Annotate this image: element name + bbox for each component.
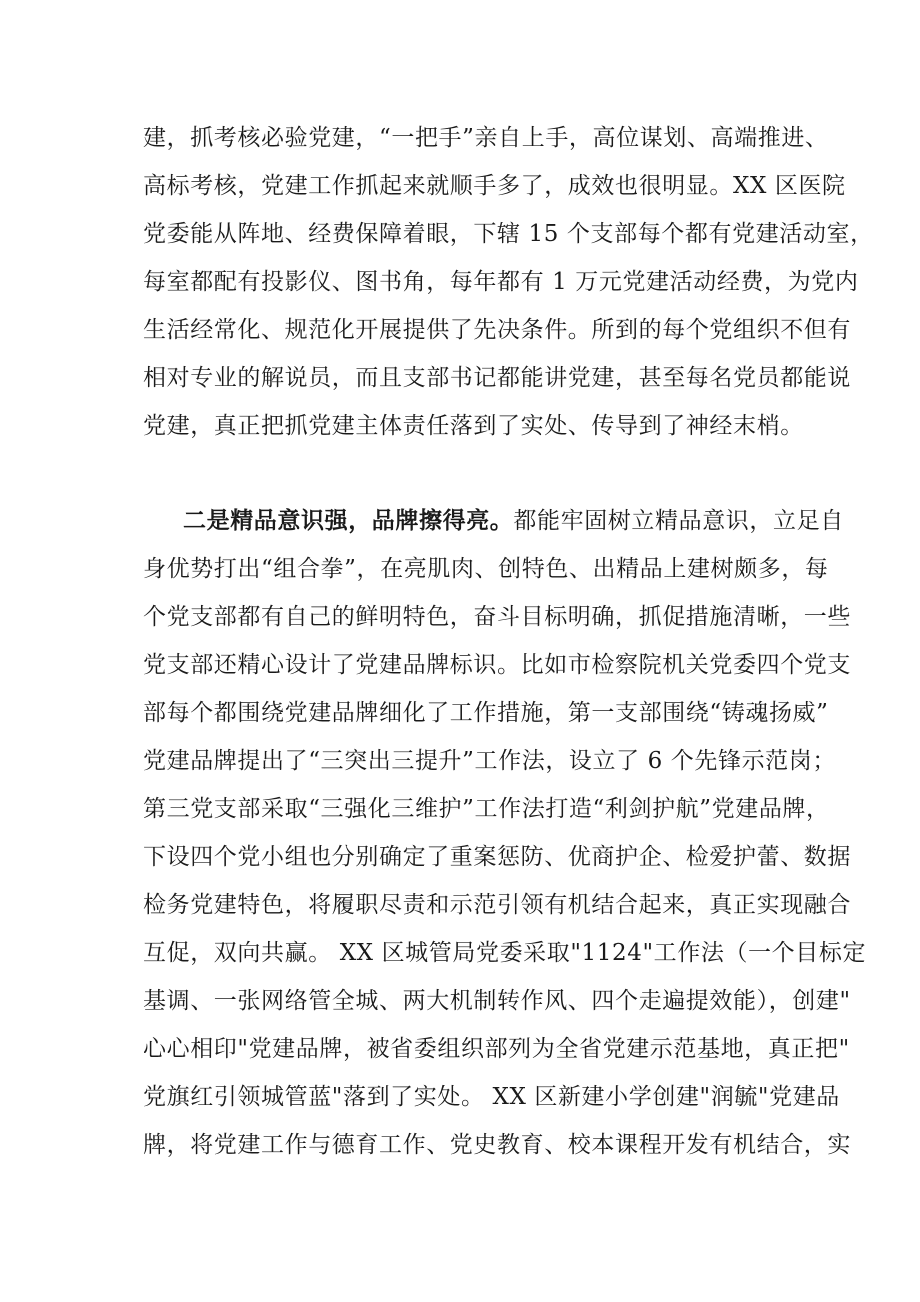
paragraph1-line-1: 建，抓考核必验党建，“一把手”亲自上手，高位谋划、高端推进、 bbox=[143, 125, 829, 151]
paragraph1-line-5: 生活经常化、规范化开展提供了先决条件。所到的每个党组织不但有 bbox=[143, 317, 851, 343]
paragraph2-line-13: 党旗红引领城管蓝"落到了实处。 XX 区新建小学创建"润毓"党建品 bbox=[143, 1084, 840, 1110]
paragraph2-line-8: 下设四个党小组也分别确定了重案惩防、优商护企、检爱护蕾、数据 bbox=[143, 844, 851, 870]
paragraph2-line-4: 党支部还精心设计了党建品牌标识。比如市检察院机关党委四个党支 bbox=[143, 652, 851, 678]
paragraph1-line-6: 相对专业的解说员，而且支部书记都能讲党建，甚至每名党员都能说 bbox=[143, 365, 851, 391]
paragraph2-line-5: 部每个都围绕党建品牌细化了工作措施，第一支部围绕“铸魂扬威” bbox=[143, 700, 829, 726]
paragraph2-line-12: 心心相印"党建品牌，被省委组织部列为全省党建示范基地，真正把" bbox=[143, 1036, 850, 1062]
paragraph2-first-line-text: 都能牢固树立精品意识，立足自 bbox=[513, 508, 844, 534]
paragraph2-line-1 bbox=[183, 501, 844, 541]
paragraph2-line-14: 牌，将党建工作与德育工作、党史教育、校本课程开发有机结合，实 bbox=[143, 1132, 851, 1158]
paragraph2-line-3: 个党支部都有自己的鲜明特色，奋斗目标明确，抓促措施清晰，一些 bbox=[143, 604, 851, 630]
paragraph2-line-10: 互促，双向共赢。 XX 区城管局党委采取"1124"工作法（一个目标定 bbox=[143, 940, 867, 966]
paragraph2-heading: 二是精品意识强，品牌擦得亮。 bbox=[183, 507, 514, 534]
paragraph2-line-7: 第三党支部采取“三强化三维护”工作法打造“利剑护航”党建品牌， bbox=[143, 796, 830, 822]
paragraph2-line-2: 身优势打出“组合拳”，在亮肌肉、创特色、出精品上建树颇多，每 bbox=[143, 556, 829, 582]
paragraph1-line-2: 高标考核，党建工作抓起来就顺手多了，成效也很明显。XX 区医院 bbox=[143, 173, 846, 199]
paragraph2-line-6: 党建品牌提出了“三突出三提升”工作法，设立了 6 个先锋示范岗； bbox=[143, 748, 836, 774]
paragraph1-line-7: 党建，真正把抓党建主体责任落到了实处、传导到了神经末梢。 bbox=[143, 413, 804, 439]
paragraph1-line-3: 党委能从阵地、经费保障着眼，下辖 15 个支部每个都有党建活动室， bbox=[143, 221, 874, 247]
paragraph1-line-4: 每室都配有投影仪、图书角，每年都有 1 万元党建活动经费，为党内 bbox=[143, 269, 859, 295]
paragraph2-line-9: 检务党建特色，将履职尽责和示范引领有机结合起来，真正实现融合 bbox=[143, 892, 851, 918]
paragraph2-line-11: 基调、一张网络管全城、两大机制转作风、四个走遍提效能），创建" bbox=[143, 988, 851, 1014]
